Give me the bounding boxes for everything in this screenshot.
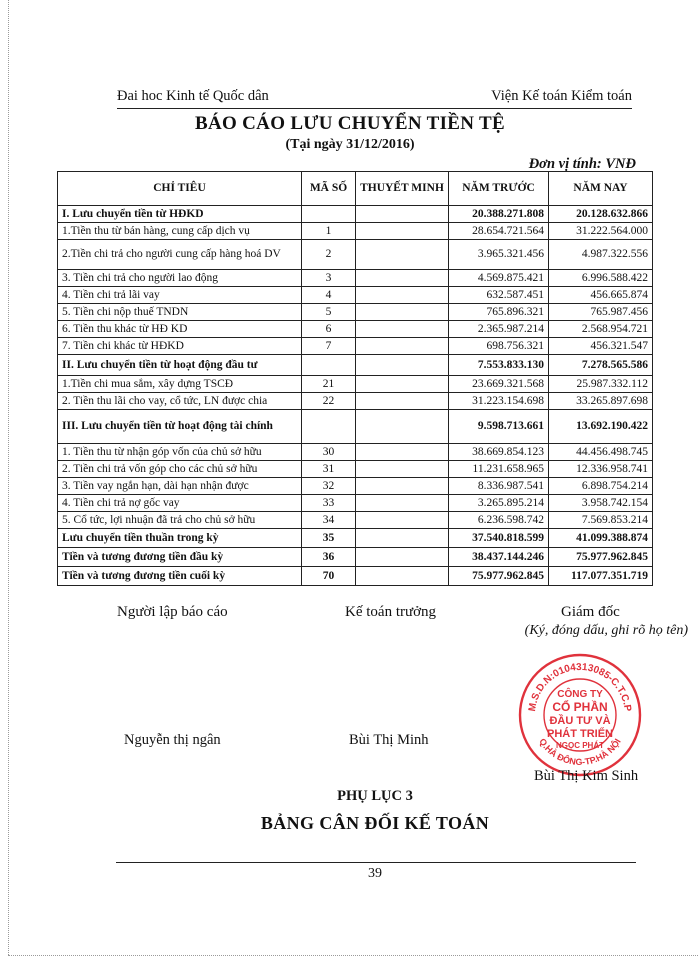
row-indicator: 3. Tiền chi trả cho người lao động (58, 270, 302, 287)
table-row (58, 240, 653, 270)
row-note (356, 355, 449, 376)
table-row (58, 206, 653, 223)
row-indicator: II. Lưu chuyển tiền từ hoạt động đầu tư (58, 355, 302, 376)
director-role: Giám đốc (561, 604, 620, 620)
footer-divider (116, 862, 636, 863)
table-row (58, 376, 653, 393)
row-code (302, 206, 356, 223)
row-indicator: 5. Cổ tức, lợi nhuận đã trả cho chủ sở hữu (58, 512, 302, 529)
table-row (58, 478, 653, 495)
row-note (356, 304, 449, 321)
row-code: 4 (302, 287, 356, 304)
row-prior-year: 31.223.154.698 (449, 393, 549, 410)
seal-line: ĐẦU TƯ VÀ (549, 715, 611, 727)
seal-line: CÔNG TY (557, 689, 603, 700)
row-current-year: 20.128.632.866 (549, 206, 653, 223)
seal-registration-text: M.S.D.N:0104313085-C.T.C.P (527, 661, 633, 713)
row-code (302, 410, 356, 444)
table-row (58, 304, 653, 321)
balance-sheet-title: BẢNG CÂN ĐỐI KẾ TOÁN (260, 813, 490, 833)
row-note (356, 338, 449, 355)
row-current-year: 765.987.456 (549, 304, 653, 321)
row-current-year: 2.568.954.721 (549, 321, 653, 338)
row-indicator: 7. Tiền chi khác từ HĐKD (58, 338, 302, 355)
row-indicator: 2.Tiền chi trả cho người cung cấp hàng hoá DV (58, 240, 302, 270)
preparer-name: Nguyễn thị ngân (124, 732, 221, 748)
row-note (356, 444, 449, 461)
row-code: 35 (302, 529, 356, 548)
row-current-year: 3.958.742.154 (549, 495, 653, 512)
row-code (302, 355, 356, 376)
company-seal (515, 650, 645, 780)
report-date: (Tại ngày 31/12/2016) (285, 137, 415, 152)
row-code: 30 (302, 444, 356, 461)
header-prior-year: NĂM TRƯỚC (449, 172, 549, 206)
row-code: 31 (302, 461, 356, 478)
cash-flow-table (57, 171, 653, 586)
row-current-year: 12.336.958.741 (549, 461, 653, 478)
row-current-year: 6.898.754.214 (549, 478, 653, 495)
row-code: 70 (302, 567, 356, 586)
header-indicator: CHỈ TIÊU (58, 172, 302, 206)
row-note (356, 512, 449, 529)
row-indicator: 1.Tiền chi mua sắm, xây dựng TSCĐ (58, 376, 302, 393)
row-code: 21 (302, 376, 356, 393)
table-row (58, 461, 653, 478)
table-row (58, 548, 653, 567)
row-code: 3 (302, 270, 356, 287)
row-note (356, 495, 449, 512)
row-current-year: 117.077.351.719 (549, 567, 653, 586)
row-prior-year: 2.365.987.214 (449, 321, 549, 338)
row-code: 1 (302, 223, 356, 240)
row-current-year: 6.996.588.422 (549, 270, 653, 287)
header-university: Đai hoc Kinh tế Quốc dân (117, 88, 269, 104)
row-indicator: 1.Tiền thu từ bán hàng, cung cấp dịch vụ (58, 223, 302, 240)
table-row (58, 495, 653, 512)
table-body (58, 206, 653, 586)
table-row (58, 321, 653, 338)
header-current-year: NĂM NAY (549, 172, 653, 206)
row-indicator: Tiền và tương đương tiền đầu kỳ (58, 548, 302, 567)
chief-accountant-role: Kế toán trưởng (345, 604, 437, 620)
row-indicator: 6. Tiền thu khác từ HĐ KD (58, 321, 302, 338)
row-note (356, 393, 449, 410)
row-indicator: 4. Tiền chi trả lãi vay (58, 287, 302, 304)
table-row (58, 355, 653, 376)
row-code: 33 (302, 495, 356, 512)
row-current-year: 75.977.962.845 (549, 548, 653, 567)
director-name: Bùi Thị Kim Sinh (534, 768, 639, 784)
row-code: 7 (302, 338, 356, 355)
page-number: 39 (368, 866, 382, 881)
row-indicator: III. Lưu chuyển tiền từ hoạt động tài chính (58, 410, 302, 444)
table-header-row (58, 172, 653, 206)
row-indicator: 2. Tiền thu lãi cho vay, cổ tức, LN được chia (58, 393, 302, 410)
row-code: 32 (302, 478, 356, 495)
row-current-year: 31.222.564.000 (549, 223, 653, 240)
row-note (356, 287, 449, 304)
row-note (356, 548, 449, 567)
row-current-year: 7.569.853.214 (549, 512, 653, 529)
page-header (117, 88, 632, 109)
row-prior-year: 38.437.144.246 (449, 548, 549, 567)
row-current-year: 44.456.498.745 (549, 444, 653, 461)
table-row (58, 512, 653, 529)
row-note (356, 321, 449, 338)
row-prior-year: 8.336.987.541 (449, 478, 549, 495)
row-code: 34 (302, 512, 356, 529)
currency-unit: Đơn vị tính: VNĐ (528, 156, 636, 172)
row-code: 6 (302, 321, 356, 338)
row-indicator: Lưu chuyển tiền thuần trong kỳ (58, 529, 302, 548)
row-current-year: 456.321.547 (549, 338, 653, 355)
seal-company-name (547, 687, 613, 750)
table-row (58, 223, 653, 240)
row-prior-year: 9.598.713.661 (449, 410, 549, 444)
preparer-role: Người lập báo cáo (117, 604, 228, 620)
row-prior-year: 37.540.818.599 (449, 529, 549, 548)
row-prior-year: 3.265.895.214 (449, 495, 549, 512)
page-bottom-edge (8, 955, 698, 956)
row-note (356, 478, 449, 495)
header-institute: Viện Kế toán Kiểm toán (491, 88, 632, 104)
row-current-year: 41.099.388.874 (549, 529, 653, 548)
row-indicator: I. Lưu chuyển tiền từ HĐKD (58, 206, 302, 223)
row-prior-year: 698.756.321 (449, 338, 549, 355)
row-indicator: Tiền và tương đương tiền cuối kỳ (58, 567, 302, 586)
row-note (356, 240, 449, 270)
row-prior-year: 20.388.271.808 (449, 206, 549, 223)
appendix-label: PHỤ LỤC 3 (337, 788, 413, 804)
row-indicator: 3. Tiền vay ngắn hạn, dài hạn nhận được (58, 478, 302, 495)
header-note: THUYẾT MINH (356, 172, 449, 206)
seal-line: CỔ PHẦN (552, 700, 608, 714)
signature-instruction: (Ký, đóng dấu, ghi rõ họ tên) (524, 623, 688, 638)
row-note (356, 270, 449, 287)
row-code: 36 (302, 548, 356, 567)
row-prior-year: 632.587.451 (449, 287, 549, 304)
report-title: BÁO CÁO LƯU CHUYỂN TIỀN TỆ (195, 113, 505, 134)
row-current-year: 13.692.190.422 (549, 410, 653, 444)
row-code: 22 (302, 393, 356, 410)
row-note (356, 529, 449, 548)
seal-line: PHÁT TRIỂN (547, 728, 613, 740)
table-row (58, 393, 653, 410)
table-row (58, 410, 653, 444)
row-code: 2 (302, 240, 356, 270)
row-prior-year: 75.977.962.845 (449, 567, 549, 586)
row-current-year: 25.987.332.112 (549, 376, 653, 393)
table-row (58, 270, 653, 287)
row-prior-year: 38.669.854.123 (449, 444, 549, 461)
row-current-year: 4.987.322.556 (549, 240, 653, 270)
row-indicator: 2. Tiền chi trả vốn góp cho các chủ sở hữu (58, 461, 302, 478)
row-note (356, 461, 449, 478)
row-current-year: 33.265.897.698 (549, 393, 653, 410)
table-row (58, 567, 653, 586)
row-current-year: 456.665.874 (549, 287, 653, 304)
row-prior-year: 3.965.321.456 (449, 240, 549, 270)
seal-location-text: Q.HÀ ĐÔNG-TP.HÀ NỘI (537, 736, 623, 768)
row-prior-year: 28.654.721.564 (449, 223, 549, 240)
row-prior-year: 7.553.833.130 (449, 355, 549, 376)
table-row (58, 529, 653, 548)
row-note (356, 410, 449, 444)
row-prior-year: 23.669.321.568 (449, 376, 549, 393)
row-prior-year: 11.231.658.965 (449, 461, 549, 478)
row-prior-year: 6.236.598.742 (449, 512, 549, 529)
table-row (58, 338, 653, 355)
seal-line: NGỌC PHÁT (556, 741, 604, 750)
row-prior-year: 4.569.875.421 (449, 270, 549, 287)
table-row (58, 444, 653, 461)
row-note (356, 376, 449, 393)
row-note (356, 567, 449, 586)
row-note (356, 223, 449, 240)
row-prior-year: 765.896.321 (449, 304, 549, 321)
row-indicator: 5. Tiền chi nộp thuế TNDN (58, 304, 302, 321)
row-code: 5 (302, 304, 356, 321)
row-current-year: 7.278.565.586 (549, 355, 653, 376)
chief-accountant-name: Bùi Thị Minh (349, 732, 429, 748)
table-row (58, 287, 653, 304)
row-indicator: 1. Tiền thu từ nhận góp vốn của chủ sở hữu (58, 444, 302, 461)
row-note (356, 206, 449, 223)
row-indicator: 4. Tiền chi trả nợ gốc vay (58, 495, 302, 512)
header-code: MÃ SỐ (302, 172, 356, 206)
